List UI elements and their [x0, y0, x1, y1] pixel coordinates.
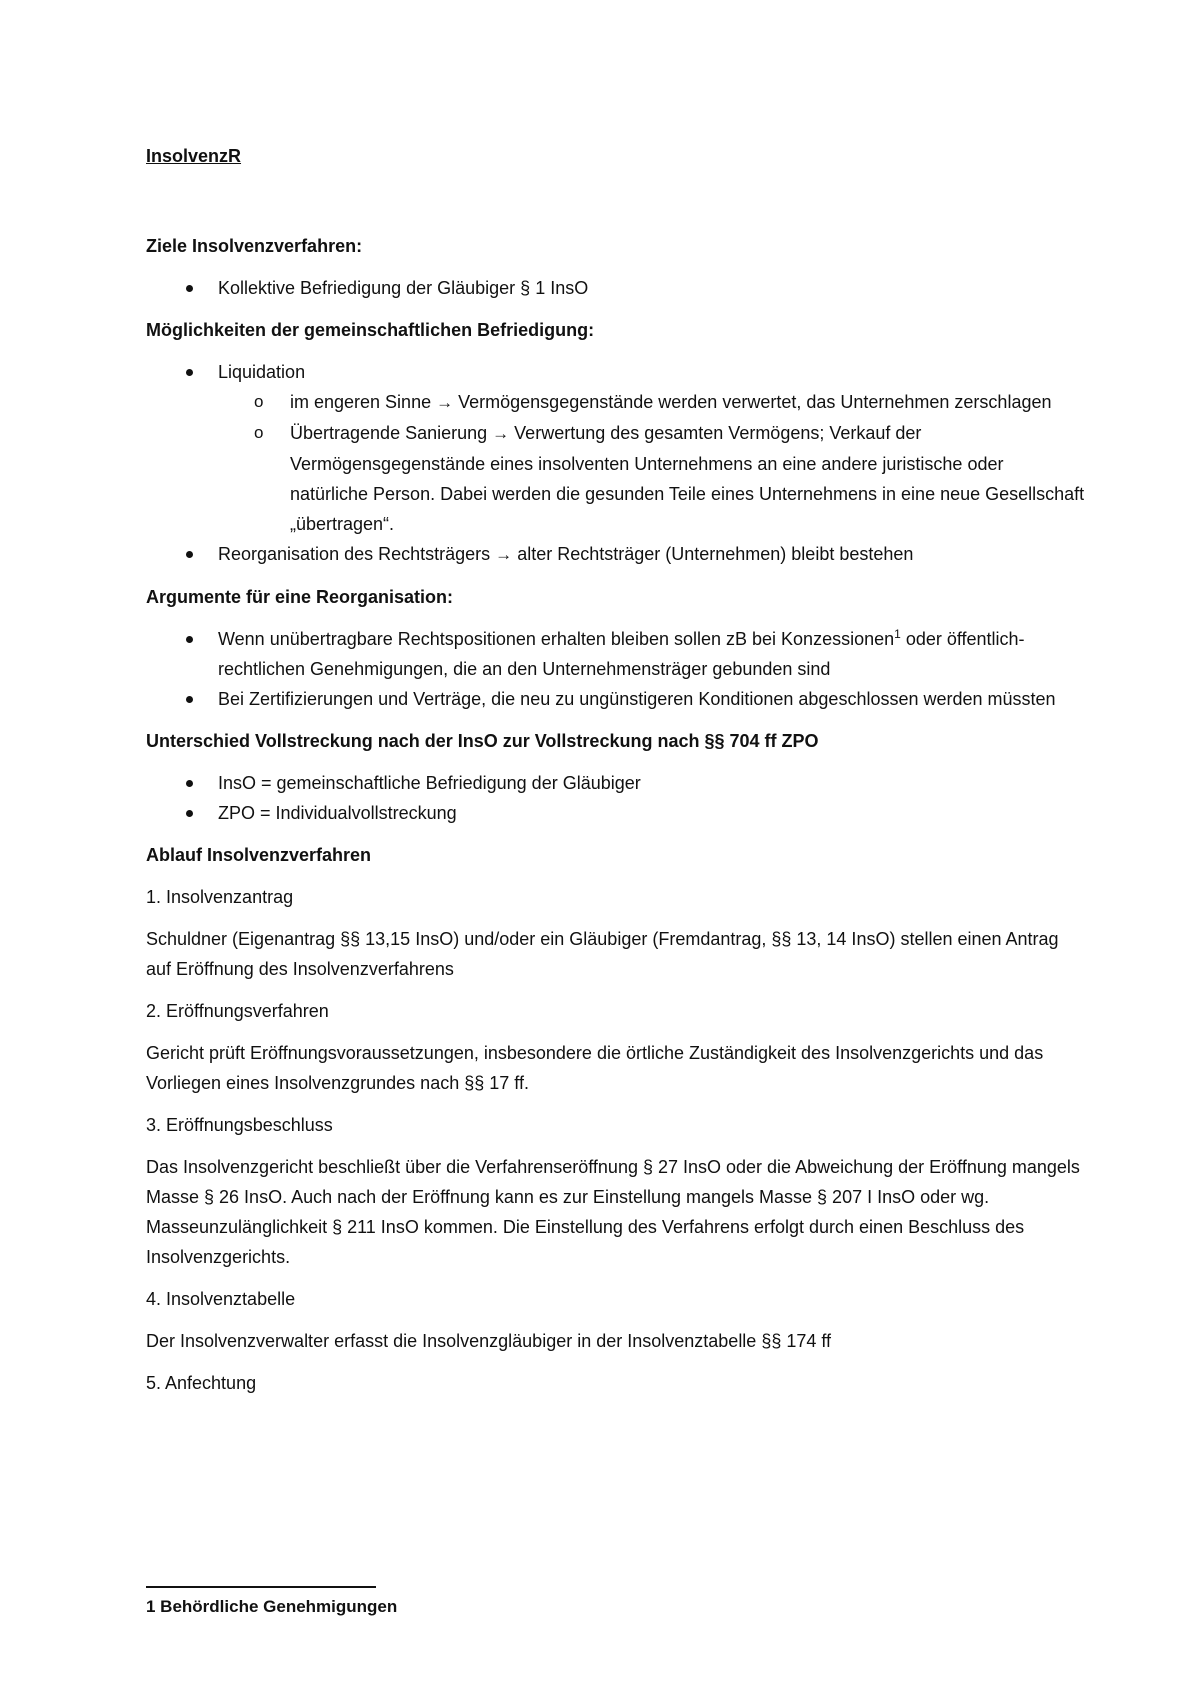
list-argumente — [146, 624, 1086, 714]
circle-bullet-icon: o — [254, 423, 264, 442]
bullet-icon — [186, 780, 193, 787]
step-text-2: Gericht prüft Eröffnungsvoraussetzungen, insbesondere die örtliche Zuständigkeit des Insolvenzgerichts und das Vorliegen eines Insolvenzgrundes nach §§ 17 ff. — [146, 1043, 1044, 1093]
step-text-4: Der Insolvenzverwalter erfasst die Insolvenzgläubiger in der Insolvenztabelle §§ 174 ff — [146, 1331, 832, 1351]
step-heading-3: 3. Eröffnungsbeschluss — [146, 1115, 333, 1135]
document-page — [146, 141, 1086, 1410]
bullet-icon — [186, 551, 193, 558]
step-text-1: Schuldner (Eigenantrag §§ 13,15 InsO) und/oder ein Gläubiger (Fremdantrag, §§ 13, 14 InsO) stellen einen Antrag auf Eröffnung des Insolvenzverfahrens — [146, 929, 1059, 979]
step-text-3: Das Insolvenzgericht beschließt über die Verfahrenseröffnung § 27 InsO oder die Abweichung der Eröffnung mangels Masse § 26 InsO. Auch nach der Eröffnung kann es zur Einstellung mangels Masse § 207 I InsO oder wg. Masseunzulänglichkeit § 211 InsO kommen. Die Einstellung des Verfahrens erfolgt durch einen Beschluss des Insolvenzgerichts. — [146, 1157, 1080, 1267]
arrow-right-icon: → — [436, 393, 454, 412]
list-item: InsO = gemeinschaftliche Befriedigung der Gläubiger — [146, 768, 1086, 798]
bullet-icon — [186, 636, 193, 643]
circle-bullet-icon: o — [254, 392, 264, 411]
list-ziele — [146, 273, 1086, 303]
list-item: Bei Zertifizierungen und Verträge, die neu zu ungünstigeren Konditionen abgeschlossen werden müssten — [146, 684, 1086, 714]
step-heading-1: 1. Insolvenzantrag — [146, 887, 294, 907]
list-unterschied — [146, 768, 1086, 828]
bullet-icon — [186, 285, 193, 292]
list-moeglichkeiten — [146, 357, 1086, 570]
step-heading-2: 2. Eröffnungsverfahren — [146, 1001, 329, 1021]
heading-ablauf: Ablauf Insolvenzverfahren — [146, 845, 372, 865]
heading-unterschied: Unterschied Vollstreckung nach der InsO zur Vollstreckung nach §§ 704 ff ZPO — [146, 731, 819, 751]
heading-argumente: Argumente für eine Reorganisation: — [146, 587, 454, 607]
sublist-liquidation — [218, 387, 1086, 539]
list-item: Reorganisation des Rechtsträgers → alter Rechtsträger (Unternehmen) bleibt bestehen — [146, 539, 1086, 570]
sub-list-item: o Übertragende Sanierung → Verwertung des gesamten Vermögens; Verkauf der Vermögensgegenstände eines insolventen Unternehmens an eine andere juristische oder natürliche Person. Dabei werden die gesunden Teile eines Unternehmens in eine neue Gesellschaft „übertragen“. — [218, 418, 1086, 539]
footnote-text: 1 Behördliche Genehmigungen — [146, 1597, 398, 1616]
list-item: Kollektive Befriedigung der Gläubiger § 1 InsO — [146, 273, 1086, 303]
heading-moeglichkeiten: Möglichkeiten der gemeinschaftlichen Befriedigung: — [146, 320, 595, 340]
step-heading-5: 5. Anfechtung — [146, 1373, 257, 1393]
document-title: InsolvenzR — [146, 146, 242, 166]
list-item: ZPO = Individualvollstreckung — [146, 798, 1086, 828]
list-item: Liquidation o im engeren Sinne → Vermögensgegenstände werden verwertet, das Unternehmen zerschlagen o Übertragende Sanierung → Verwertung des gesamten Vermögens; Verkauf der Vermögensgegenstände eines insolventen Unternehmens an eine andere juristische oder natürliche Person. Dabei werden die gesunden Teile eines Unternehmens in eine neue Gesellschaft „übertragen“. — [146, 357, 1086, 539]
step-heading-4: 4. Insolvenztabelle — [146, 1289, 296, 1309]
bullet-icon — [186, 696, 193, 703]
arrow-right-icon: → — [492, 424, 510, 443]
footnote-reference[interactable]: 1 — [894, 627, 901, 641]
bullet-icon — [186, 810, 193, 817]
footnote-divider — [146, 1586, 376, 1588]
sub-list-item: o im engeren Sinne → Vermögensgegenstände werden verwertet, das Unternehmen zerschlagen — [218, 387, 1086, 418]
arrow-right-icon: → — [495, 545, 513, 564]
list-item: Wenn unübertragbare Rechtspositionen erhalten bleiben sollen zB bei Konzessionen$^1$ oder öffentlich-rechtlichen Genehmigungen, die an den Unternehmensträger gebunden sind — [146, 624, 1086, 684]
bullet-icon — [186, 369, 193, 376]
heading-ziele: Ziele Insolvenzverfahren: — [146, 236, 363, 256]
